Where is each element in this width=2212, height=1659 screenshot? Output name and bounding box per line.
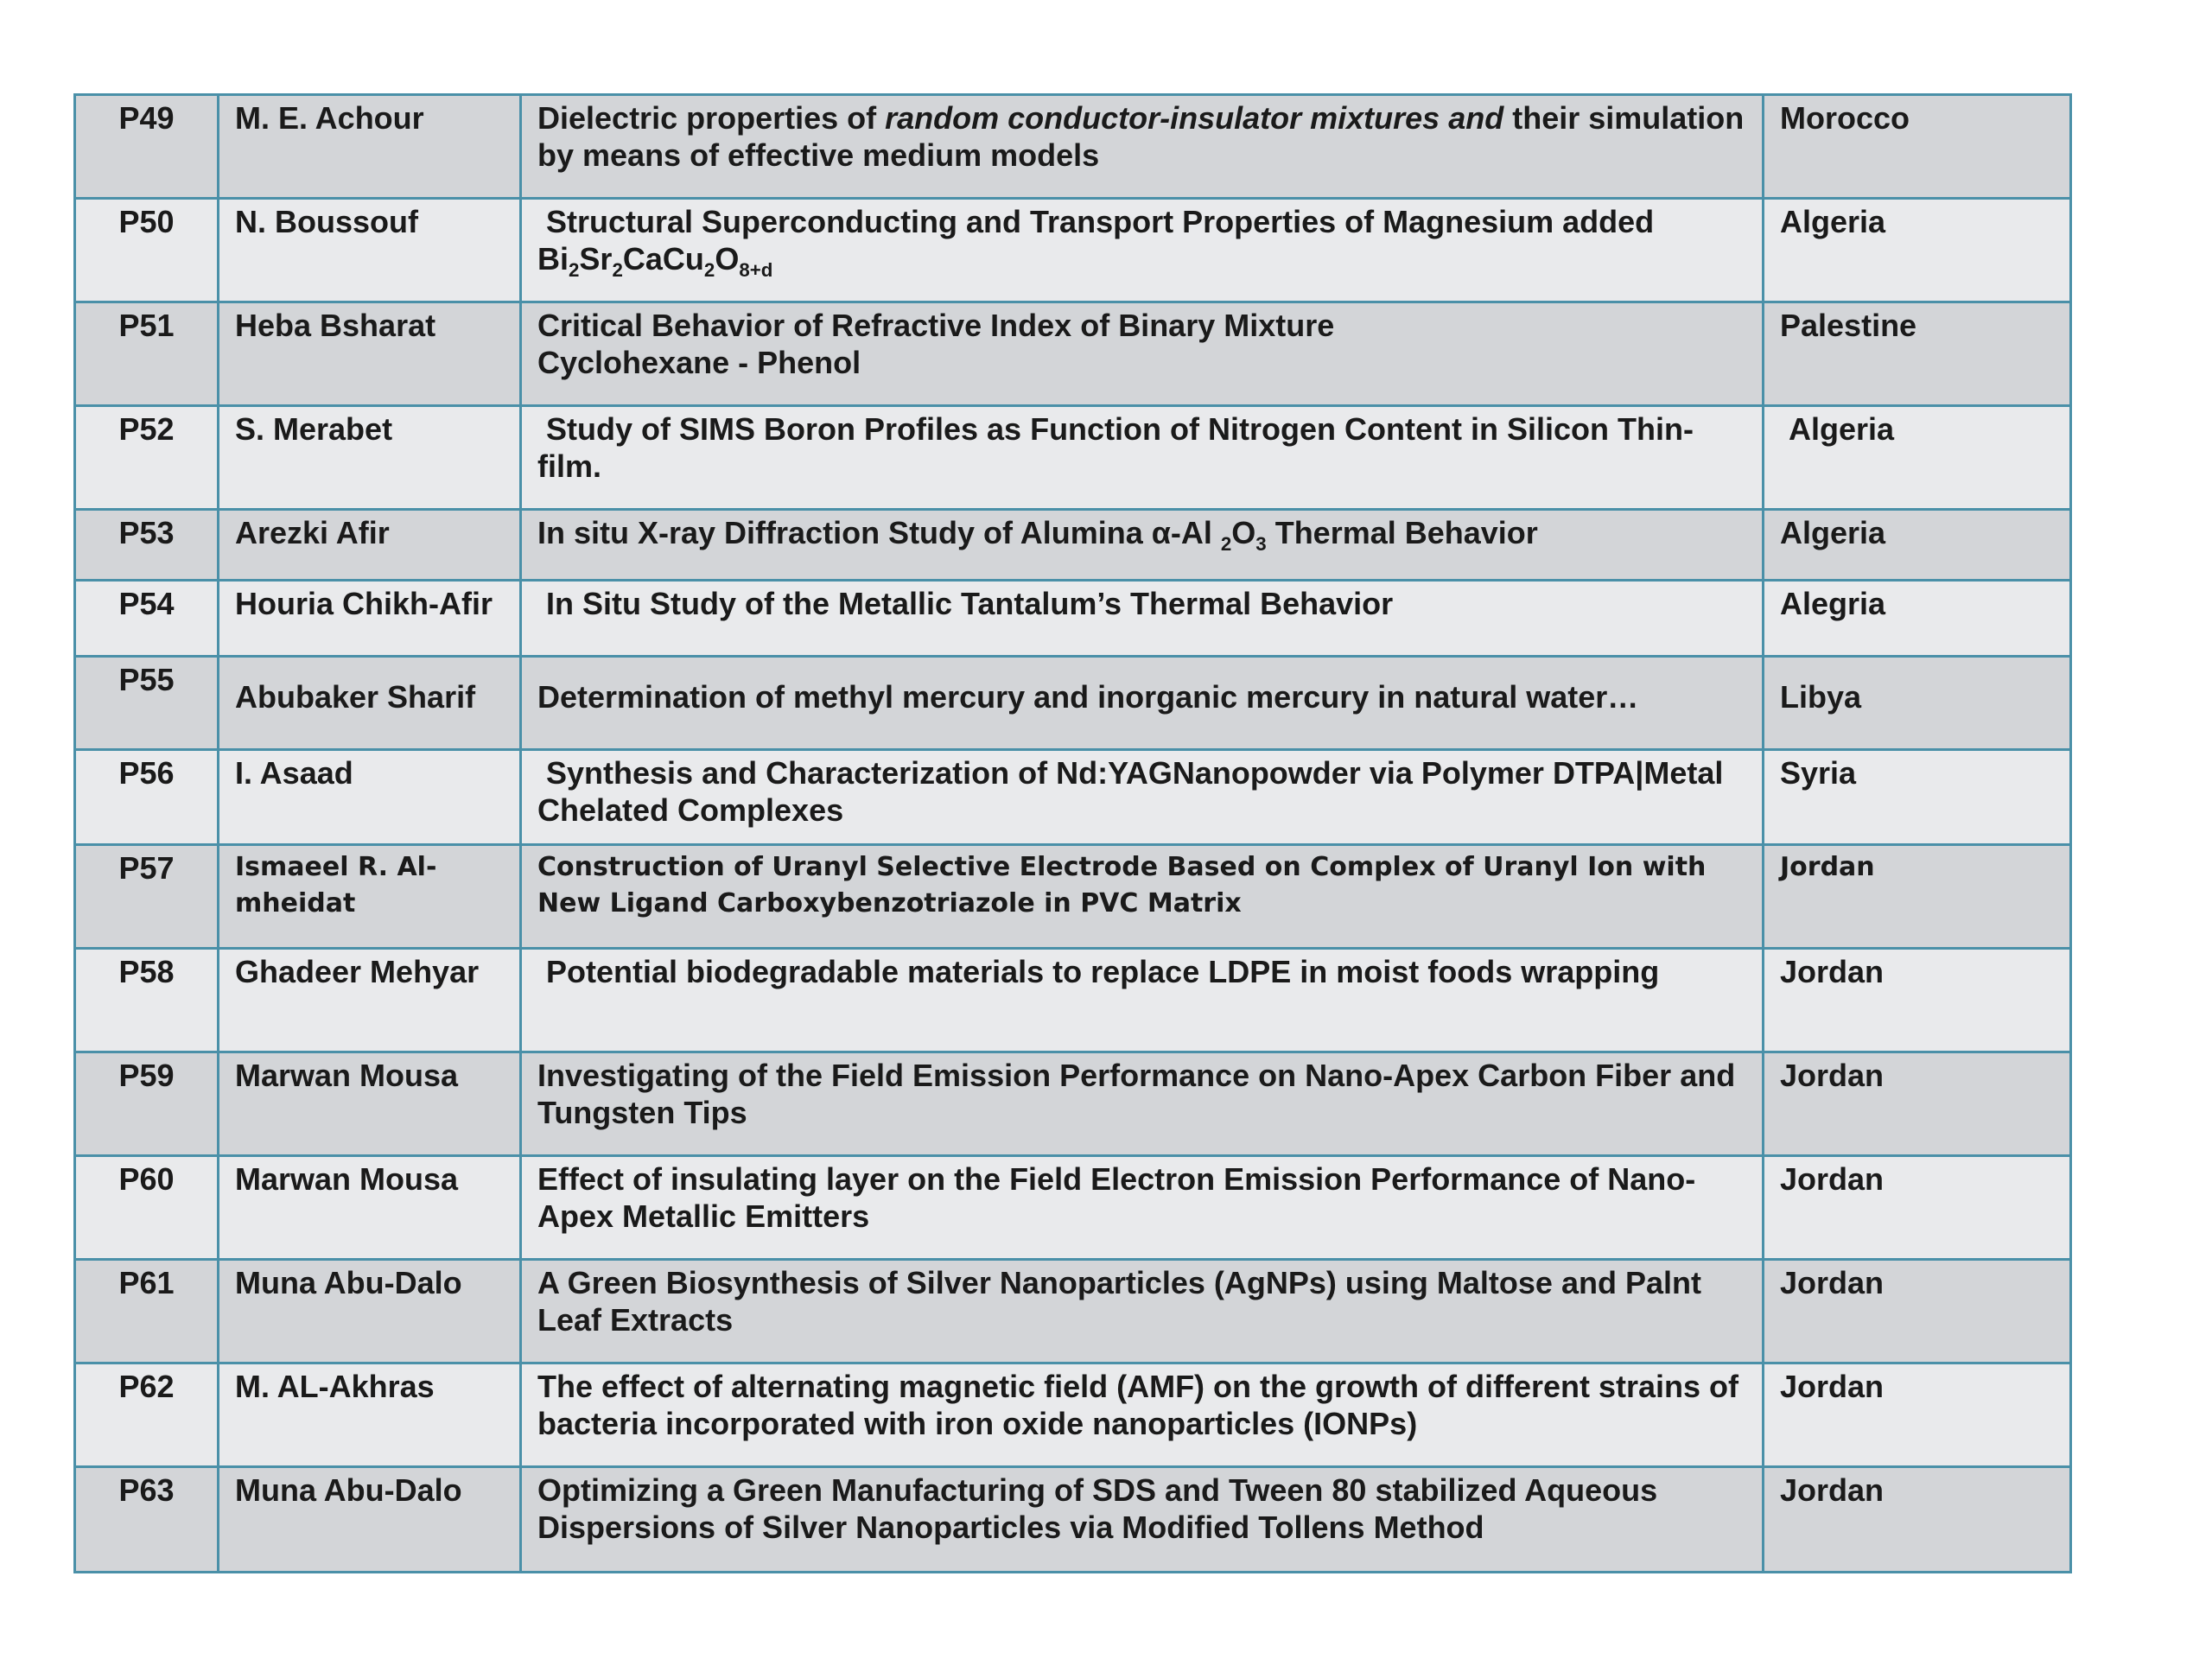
poster-id: P50 xyxy=(75,199,219,302)
table-row xyxy=(75,1052,2071,1156)
poster-id: P57 xyxy=(75,845,219,949)
author-name: I. Asaad xyxy=(219,750,521,845)
table-row xyxy=(75,302,2071,406)
author-name: Houria Chikh-Afir xyxy=(219,581,521,657)
poster-title: Critical Behavior of Refractive Index of Binary Mixture Cyclohexane - Phenol xyxy=(521,302,1764,406)
table-row xyxy=(75,1156,2071,1260)
country: Morocco xyxy=(1764,95,2071,199)
country: Algeria xyxy=(1764,510,2071,581)
country: Jordan xyxy=(1764,949,2071,1052)
poster-id: P60 xyxy=(75,1156,219,1260)
poster-id: P56 xyxy=(75,750,219,845)
poster-id: P49 xyxy=(75,95,219,199)
poster-id: P61 xyxy=(75,1260,219,1363)
poster-title: In Situ Study of the Metallic Tantalum’s Thermal Behavior xyxy=(521,581,1764,657)
table-row xyxy=(75,1363,2071,1467)
author-name: Ghadeer Mehyar xyxy=(219,949,521,1052)
author-name: Abubaker Sharif xyxy=(219,657,521,750)
poster-title: Structural Superconducting and Transport Properties of Magnesium added $Bi_2Sr_2CaCu_2O_{8+d}$ xyxy=(521,199,1764,302)
poster-title: Synthesis and Characterization of Nd:YAGNanopowder via Polymer DTPA|Metal Chelated Complexes xyxy=(521,750,1764,845)
author-name: Ismaeel R. Al-mheidat xyxy=(219,845,521,949)
table-row xyxy=(75,1260,2071,1363)
poster-id: P55 xyxy=(75,657,219,750)
poster-title: Effect of insulating layer on the Field Electron Emission Performance of Nano-Apex Metallic Emitters xyxy=(521,1156,1764,1260)
author-name: M. E. Achour xyxy=(219,95,521,199)
poster-id: P53 xyxy=(75,510,219,581)
table-row xyxy=(75,845,2071,949)
country: Libya xyxy=(1764,657,2071,750)
chemical-formula: $Bi_2Sr_2CaCu_2O_{8+d}$ xyxy=(537,241,773,281)
country: Alegria xyxy=(1764,581,2071,657)
table-row xyxy=(75,581,2071,657)
poster-title: In situ X-ray Diffraction Study of Alumina α-Al $_2O_3$ Thermal Behavior xyxy=(521,510,1764,581)
author-name: Marwan Mousa xyxy=(219,1156,521,1260)
table-row xyxy=(75,750,2071,845)
poster-title: Investigating of the Field Emission Performance on Nano-Apex Carbon Fiber and Tungsten Tips xyxy=(521,1052,1764,1156)
poster-title: Determination of methyl mercury and inorganic mercury in natural water… xyxy=(521,657,1764,750)
country: Syria xyxy=(1764,750,2071,845)
poster-title: The effect of alternating magnetic field (AMF) on the growth of different strains of bacteria incorporated with iron oxide nanoparticles (IONPs) xyxy=(521,1363,1764,1467)
country: Algeria xyxy=(1764,406,2071,510)
country: Jordan xyxy=(1764,1052,2071,1156)
author-name: N. Boussouf xyxy=(219,199,521,302)
poster-title: A Green Biosynthesis of Silver Nanoparticles (AgNPs) using Maltose and Palnt Leaf Extracts xyxy=(521,1260,1764,1363)
country: Palestine xyxy=(1764,302,2071,406)
table-row xyxy=(75,949,2071,1052)
author-name: S. Merabet xyxy=(219,406,521,510)
table-row xyxy=(75,406,2071,510)
author-name: Muna Abu-Dalo xyxy=(219,1467,521,1573)
table-row xyxy=(75,1467,2071,1573)
poster-title: Construction of Uranyl Selective Electrode Based on Complex of Uranyl Ion with New Ligand Carboxybenzotriazole in PVC Matrix xyxy=(521,845,1764,949)
table-row xyxy=(75,510,2071,581)
poster-title: Potential biodegradable materials to replace LDPE in moist foods wrapping xyxy=(521,949,1764,1052)
poster-id: P63 xyxy=(75,1467,219,1573)
table-row xyxy=(75,199,2071,302)
poster-id: P59 xyxy=(75,1052,219,1156)
author-name: Arezki Afir xyxy=(219,510,521,581)
poster-title: Study of SIMS Boron Profiles as Function of Nitrogen Content in Silicon Thin-film. xyxy=(521,406,1764,510)
country: Jordan xyxy=(1764,845,2071,949)
poster-id: P51 xyxy=(75,302,219,406)
poster-title: Optimizing a Green Manufacturing of SDS and Tween 80 stabilized Aqueous Dispersions of Silver Nanoparticles via Modified Tollens Method xyxy=(521,1467,1764,1573)
table-row xyxy=(75,95,2071,199)
table-row xyxy=(75,657,2071,750)
poster-program-table xyxy=(73,93,2072,1573)
author-name: Marwan Mousa xyxy=(219,1052,521,1156)
poster-id: P52 xyxy=(75,406,219,510)
author-name: Muna Abu-Dalo xyxy=(219,1260,521,1363)
poster-id: P54 xyxy=(75,581,219,657)
country: Jordan xyxy=(1764,1363,2071,1467)
poster-title: Dielectric properties of random conductor-insulator mixtures and their simulation by means of effective medium models xyxy=(521,95,1764,199)
country: Jordan xyxy=(1764,1260,2071,1363)
poster-id: P58 xyxy=(75,949,219,1052)
country: Jordan xyxy=(1764,1156,2071,1260)
poster-id: P62 xyxy=(75,1363,219,1467)
author-name: M. AL-Akhras xyxy=(219,1363,521,1467)
country: Jordan xyxy=(1764,1467,2071,1573)
country: Algeria xyxy=(1764,199,2071,302)
author-name: Heba Bsharat xyxy=(219,302,521,406)
